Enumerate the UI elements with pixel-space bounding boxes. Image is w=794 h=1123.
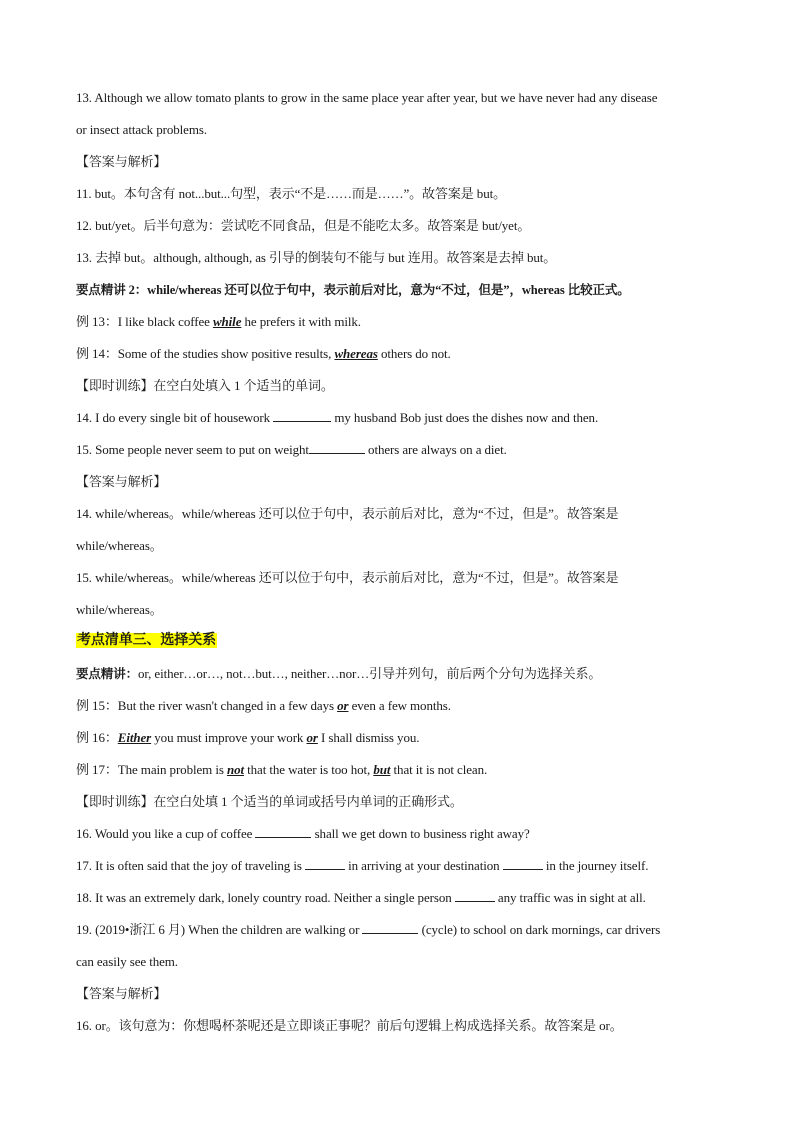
question-19-text-a: 19. (2019•浙江 6 月) When the children are walking or	[76, 922, 363, 937]
example-13-text-a: 例 13：I like black coffee	[76, 314, 213, 329]
answer-14-line-1: 14. while/whereas。while/whereas 还可以位于句中，表示前后对比，意为“不过，但是”。故答案是	[76, 506, 619, 521]
question-16-text-a: 16. Would you like a cup of coffee	[76, 826, 256, 841]
example-17	[76, 762, 487, 778]
example-17-keyword-1: not	[226, 762, 244, 777]
example-16-keyword-1: Either	[117, 730, 152, 745]
example-17-keyword-2: but	[373, 762, 391, 777]
answer-13: 13. 去掉 but。although, although, as 引导的倒装句不能与 but 连用。故答案是去掉 but。	[76, 250, 557, 265]
question-19-text-b: (cycle) to school on dark mornings, car drivers	[418, 922, 661, 937]
key-point-2: 要点精讲 2：while/whereas 还可以位于句中，表示前后对比，意为“不过，但是”，whereas 比较正式。	[76, 283, 630, 297]
answer-12: 12. but/yet。后半句意为：尝试吃不同食品，但是不能吃太多。故答案是 but/yet。	[76, 218, 531, 233]
question-15-text-a: 15. Some people never seem to put on weight	[76, 442, 309, 457]
question-18-text-b: any traffic was in sight at all.	[494, 890, 646, 905]
question-13-line-1: 13. Although we allow tomato plants to grow in the same place year after year, but we have never had any disease	[76, 90, 658, 105]
question-16-blank	[255, 826, 311, 838]
example-13-keyword: while	[212, 314, 242, 329]
question-16	[76, 826, 530, 842]
answer-11: 11. but。本句含有 not...but...句型，表示“不是……而是……”。故答案是 but。	[76, 186, 507, 201]
question-15	[76, 442, 507, 458]
section-heading	[76, 632, 217, 649]
answer-heading: 【答案与解析】	[76, 154, 167, 169]
question-17-text-c: in the journey itself.	[542, 858, 649, 873]
question-19-line-1	[76, 922, 660, 938]
practice-heading-1: 【即时训练】在空白处填入 1 个适当的单词。	[76, 378, 334, 393]
example-13-text-b: he prefers it with milk.	[241, 314, 361, 329]
example-15-text-b: even a few months.	[348, 698, 451, 713]
example-16-text-a: 例 16：	[76, 730, 118, 745]
question-18	[76, 890, 646, 906]
answer-15-line-1: 15. while/whereas。while/whereas 还可以位于句中，表示前后对比，意为“不过，但是”。故答案是	[76, 570, 619, 585]
section-title: 考点清单三、选择关系	[77, 633, 216, 648]
example-17-text-a: 例 17：The main problem is	[76, 762, 227, 777]
example-14-keyword: whereas	[334, 346, 378, 361]
answer-heading-2: 【答案与解析】	[76, 474, 167, 489]
key-point-3-text: or, either…or…, not…but…, neither…nor…引导并列句，前后两个分句为选择关系。	[138, 666, 602, 681]
example-16-keyword-2: or	[306, 730, 318, 745]
example-16-text-c: I shall dismiss you.	[317, 730, 420, 745]
answer-16: 16. or。该句意为：你想喝杯茶呢还是立即谈正事呢？前后句逻辑上构成选择关系。故答案是 or。	[76, 1018, 623, 1033]
example-16	[76, 730, 419, 746]
question-17-text-a: 17. It is often said that the joy of traveling is	[76, 858, 305, 873]
example-13	[76, 314, 361, 330]
example-17-text-b: that the water is too hot,	[244, 762, 374, 777]
example-15-text-a: 例 15：But the river wasn't changed in a few days	[76, 698, 338, 713]
question-16-text-b: shall we get down to business right away?	[311, 826, 530, 841]
question-19-blank	[362, 922, 418, 934]
question-17-blank-2	[503, 858, 543, 870]
key-point-3	[76, 666, 601, 682]
question-17	[76, 858, 648, 874]
answer-14-line-2: while/whereas。	[76, 538, 163, 553]
question-15-text-b: others are always on a diet.	[364, 442, 507, 457]
question-19-line-2: can easily see them.	[76, 954, 178, 969]
question-18-blank	[455, 890, 495, 902]
answer-heading-3: 【答案与解析】	[76, 986, 167, 1001]
question-17-blank-1	[305, 858, 345, 870]
practice-heading-2: 【即时训练】在空白处填 1 个适当的单词或括号内单词的正确形式。	[76, 794, 463, 809]
example-16-text-b: you must improve your work	[151, 730, 307, 745]
question-18-text-a: 18. It was an extremely dark, lonely country road. Neither a single person	[76, 890, 455, 905]
example-15-keyword: or	[337, 698, 349, 713]
example-14	[76, 346, 451, 362]
question-13-line-2: or insect attack problems.	[76, 122, 207, 137]
question-14-text-b: my husband Bob just does the dishes now and then.	[331, 410, 599, 425]
example-14-text-a: 例 14：Some of the studies show positive results,	[76, 346, 335, 361]
question-15-blank	[309, 442, 365, 454]
example-14-text-b: others do not.	[377, 346, 451, 361]
answer-15-line-2: while/whereas。	[76, 602, 163, 617]
question-14	[76, 410, 598, 426]
question-14-blank	[273, 410, 331, 422]
example-17-text-c: that it is not clean.	[390, 762, 488, 777]
example-15	[76, 698, 451, 714]
key-point-3-label: 要点精讲：	[76, 667, 139, 681]
question-17-text-b: in arriving at your destination	[344, 858, 503, 873]
question-14-text-a: 14. I do every single bit of housework	[76, 410, 274, 425]
